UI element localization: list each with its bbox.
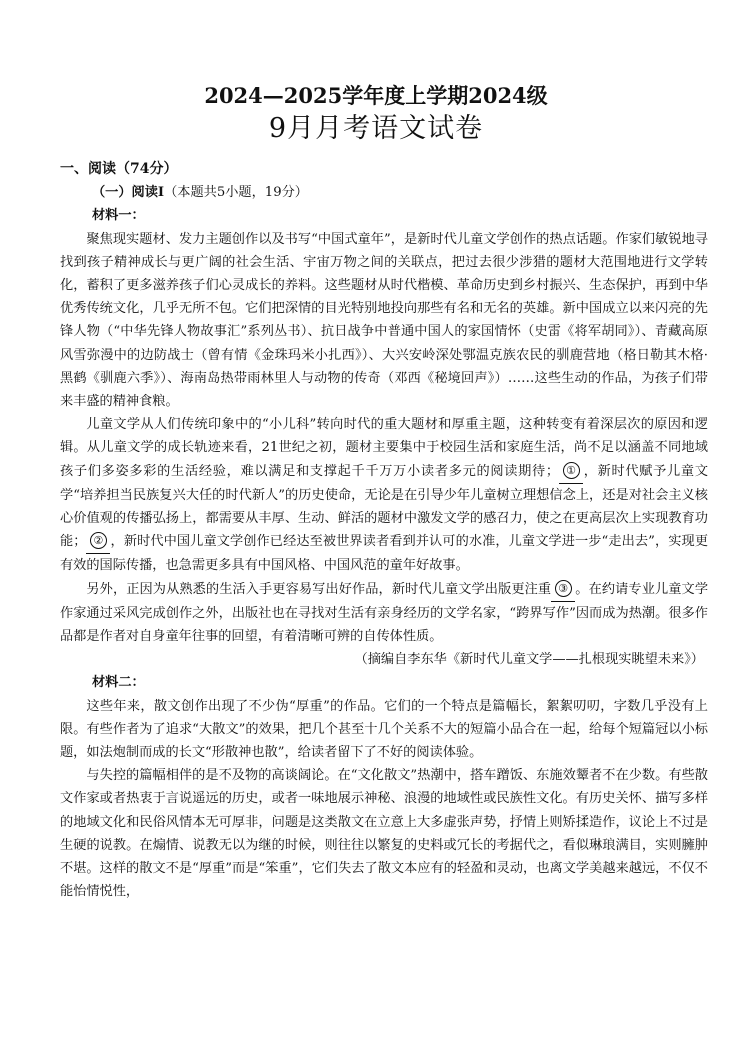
subsection-heading (60, 181, 708, 204)
subsection-note: （本题共5小题，19分） (164, 185, 308, 201)
fill-blank-3 (551, 578, 575, 602)
blank-number-1: ① (563, 462, 580, 479)
section-heading: 一、阅读（74分） (60, 161, 178, 177)
material1-p3-part-a: 另外，正因为从熟悉的生活入手更容易写出好作品，新时代儿童文学出版更注重 (86, 581, 552, 597)
blank-number-3: ③ (555, 580, 572, 597)
material1-source: （摘编自李东华《新时代儿童文学——扎根现实眺望未来》） (354, 652, 704, 668)
blank-number-2: ② (90, 532, 107, 549)
material1-paragraph-3 (60, 578, 708, 649)
material1-p2-part-b: ，新时代赋予儿童文学“培养担当民族复兴大任的时代新人”的历史使命，无论是在引导少年儿童树立理想信念上，还是对社会主义核心价值观的传播弘扬上，都需要从丰厚、生动、鲜活的题材中激发文学的感召力，使之在更高层次上实现教育功能； (60, 463, 709, 550)
subsection-title: （一）阅读Ⅰ (92, 185, 165, 201)
exam-title-line2: 9月月考语文试卷 (268, 113, 484, 144)
material1-p2-part-c: ，新时代中国儿童文学创作已经达至被世界读者看到并认可的水准，儿童文学进一步“走出去”，实现更有效的国际传播，也急需更多具有中国风格、中国风范的童年好故事。 (60, 534, 709, 574)
material1-p2-part-a: 儿童文学从人们传统印象中的“小儿科”转向时代的重大题材和厚重主题，这种转变有着深层次的原因和逻辑。从儿童文学的成长轨迹来看，21世纪之初，题材主要集中于校园生活和家庭生活，尚不足以涵盖不同地域孩子们多姿多彩的生活经验，难以满足和支撑起千千万万小读者多元的阅读期待； (60, 417, 708, 479)
material2-label: 材料二： (92, 675, 145, 691)
material2-paragraph-2: 与失控的篇幅相伴的是不及物的高谈阔论。在“文化散文”热潮中，搭车蹭饭、东施效颦者不在少数。有些散文作家或者热衷于言说遥远的历史，或者一味地展示神秘、浪漫的地域性或民族性文化。有历史关怀、描写多样的地域文化和民俗风情本无可厚非，问题是这类散文在立意上大多虚张声势，抒情上则矫揉造作，议论上不过是生硬的说教。在煽情、说教无以为继的时候，则往往以繁复的史料或冗长的考据代之，看似琳琅满目，实则臃肿不堪。这样的散文不是“厚重”而是“笨重”，它们失去了散文本应有的轻盈和灵动，也离文学美越来越远，不仅不能怡情悦性， (60, 768, 708, 900)
material2-paragraph-1: 这些年来，散文创作出现了不少伪“厚重”的作品。它们的一个特点是篇幅长，絮絮叨叨，字数几乎没有上限。有些作者为了追求“大散文”的效果，把几个甚至十几个关系不大的短篇小品合在一起，给每个短篇冠以小标题，如法炮制而成的长文“形散神也散”，给读者留下了不好的阅读体验。 (60, 698, 708, 761)
fill-blank-2 (86, 530, 110, 554)
material1-p3-part-b: 。在约请专业儿童文学作家通过采风完成创作之外，出版社也在寻找对生活有亲身经历的文学名家，“跨界写作”因而成为热潮。很多作品都是作者对自身童年往事的回望，有着清晰可辨的自传体性质。 (60, 581, 709, 645)
exam-body (60, 158, 708, 904)
material1-paragraph-1: 聚焦现实题材、发力主题创作以及书写“中国式童年”，是新时代儿童文学创作的热点话题。作家们敏锐地寻找到孩子精神成长与更广阔的社会生活、宇宙万物之间的关联点，把过去很少涉猎的题材大范围地进行文学转化，蓄积了更多滋养孩子们心灵成长的养料。这些题材从时代楷模、革命历史到乡村振兴、生态保护，再到中华优秀传统文化，几乎无所不包。它们把深情的目光特别地投向那些有名和无名的英雄。新中国成立以来闪亮的先锋人物（“中华先锋人物故事汇”系列丛书）、抗日战争中普通中国人的家国情怀（史雷《将军胡同》）、青藏高原风雪弥漫中的边防战士（曾有情《金珠玛米小扎西》）、大兴安岭深处鄂温克族农民的驯鹿营地（格日勒其木格·黑鹤《驯鹿六季》）、海南岛热带雨林里人与动物的传奇（邓西《秘境回声》）……这些生动的作品，为孩子们带来丰盛的精神食粮。 (60, 231, 708, 410)
material1-paragraph-2 (60, 413, 708, 577)
fill-blank-1 (559, 460, 583, 484)
material1-label: 材料一： (92, 208, 145, 224)
exam-title-line1: 2024—2025学年度上学期2024级 (204, 83, 548, 108)
